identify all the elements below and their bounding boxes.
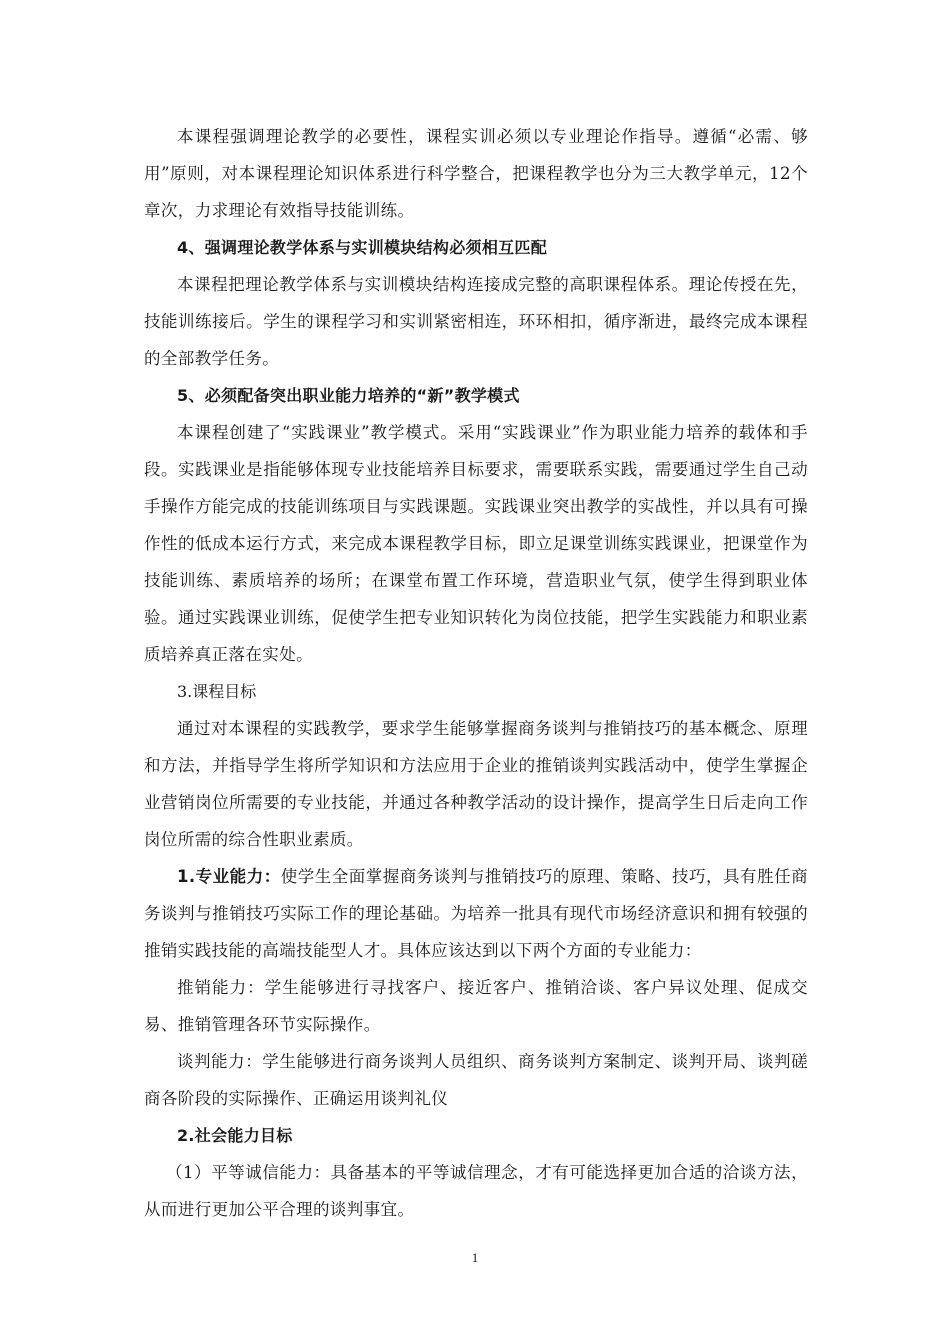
heading-3-course-goals: 3.课程目标	[177, 682, 257, 701]
professional-ability-text: 使学生全面掌握商务谈判与推销技巧的原理、策略、技巧，具有胜任商务谈判与推销技巧实际工作的理论基础。为培养一批具有现代市场经济意识和拥有较强的推销实践技能的高端技能型人才。具体应该达到以下两个方面的专业能力：	[144, 867, 808, 960]
document-body	[144, 118, 808, 1228]
paragraph-practice-coursework: 本课程创建了“实践课业”教学模式。采用“实践课业”作为职业能力培养的载体和手段。实践课业是指能够体现专业技能培养目标要求，需要联系实践，需要通过学生自己动手操作方能完成的技能训练项目与实践课题。实践课业突出教学的实战性，并以具有可操作性的低成本运行方式，来完成本课程教学目标，即立足课堂训练实践课业，把课堂作为技能训练、素质培养的场所；在课堂布置工作环境，营造职业气氛，使学生得到职业体验。通过实践课业训练，促使学生把专业知识转化为岗位技能，把学生实践能力和职业素质培养真正落在实处。	[144, 423, 808, 664]
paragraph-theory-necessity: 本课程强调理论教学的必要性，课程实训必须以专业理论作指导。遵循“必需、够用”原则，对本课程理论知识体系进行科学整合，把课程教学也分为三大教学单元，12个章次，力求理论有效指导技能训练。	[144, 127, 808, 220]
paragraph-negotiation-ability: 谈判能力：学生能够进行商务谈判人员组织、商务谈判方案制定、谈判开局、谈判磋商各阶段的实际操作、正确运用谈判礼仪	[144, 1052, 808, 1108]
paragraph-professional-ability	[144, 858, 808, 969]
paragraph-equality-integrity: （1）平等诚信能力：具备基本的平等诚信理念，才有可能选择更加合适的洽谈方法，从而进行更加公平合理的谈判事宜。	[144, 1163, 808, 1219]
paragraph-course-goals: 通过对本课程的实践教学，要求学生能够掌握商务谈判与推销技巧的基本概念、原理和方法，并指导学生将所学知识和方法应用于企业的推销谈判实践活动中，使学生掌握企业营销岗位所需要的专业技能，并通过各种教学活动的设计操作，提高学生日后走向工作岗位所需的综合性职业素质。	[144, 719, 808, 849]
heading-social-ability: 2.社会能力目标	[177, 1126, 293, 1145]
heading-5-new-model: 5、必须配备突出职业能力培养的“新”教学模式	[177, 386, 520, 405]
heading-4-matching: 4、强调理论教学体系与实训模块结构必须相互匹配	[177, 238, 548, 257]
page-number: 1	[471, 1250, 479, 1265]
professional-ability-label: 1.专业能力：	[177, 867, 281, 886]
paragraph-curriculum-system: 本课程把理论教学体系与实训模块结构连接成完整的高职课程体系。理论传授在先，技能训练接后。学生的课程学习和实训紧密相连，环环相扣，循序渐进，最终完成本课程的全部教学任务。	[144, 275, 808, 368]
paragraph-sales-ability: 推销能力：学生能够进行寻找客户、接近客户、推销洽谈、客户异议处理、促成交易、推销管理各环节实际操作。	[144, 978, 808, 1034]
